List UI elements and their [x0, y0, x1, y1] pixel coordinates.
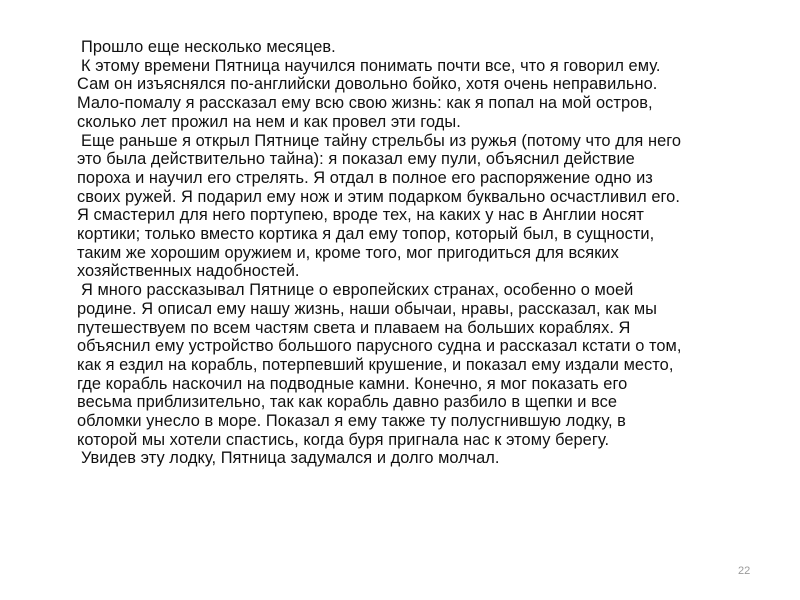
- paragraph: [62, 449, 762, 468]
- paragraph-line: Мало-помалу я рассказал ему всю свою жизнь: как я попал на мой остров,: [77, 94, 653, 113]
- paragraph-line: как я ездил на корабль, потерпевший крушение, и показал ему издали место,: [77, 355, 674, 374]
- paragraph-line: это была действительно тайна): я показал ему пули, объяснил действие: [77, 150, 635, 169]
- paragraph: [62, 132, 762, 282]
- paragraph-line: пороха и научил его стрелять. Я отдал в полное его распоряжение одно из: [77, 168, 653, 187]
- page-number: 22: [738, 565, 751, 577]
- paragraph-line: весьма приблизительно, так как корабль давно разбило в щепки и все: [77, 393, 618, 412]
- paragraph-line: Я смастерил для него портупею, вроде тех, на каких у нас в Англии носят: [77, 206, 644, 225]
- paragraph-line: хозяйственных надобностей.: [77, 262, 300, 281]
- paragraph-line: Сам он изъяснялся по-английски довольно бойко, хотя очень неправильно.: [77, 75, 658, 94]
- paragraph-first-line: Увидев эту лодку, Пятница задумался и долго молчал.: [81, 449, 500, 468]
- paragraph: [62, 57, 762, 132]
- paragraph-line: которой мы хотели спастись, когда буря пригнала нас к этому берегу.: [77, 430, 610, 449]
- paragraph: [62, 38, 762, 57]
- paragraph-line: таким же хорошим оружием и, кроме того, мог пригодиться для всяких: [77, 243, 619, 262]
- paragraph-line: родине. Я описал ему нашу жизнь, наши обычаи, нравы, рассказал, как мы: [77, 299, 657, 318]
- paragraph-line: объяснил ему устройство большого парусного судна и рассказал кстати о том,: [77, 337, 682, 356]
- paragraph-first-line: Я много рассказывал Пятнице о европейских странах, особенно о моей: [81, 281, 634, 300]
- paragraph-line: сколько лет прожил на нем и как провел эти годы.: [77, 112, 461, 131]
- paragraph-line: путешествуем по всем частям света и плаваем на больших кораблях. Я: [77, 318, 631, 337]
- paragraph-line: обломки унесло в море. Показал я ему также ту полусгнившую лодку, в: [77, 412, 626, 431]
- paragraph-line: своих ружей. Я подарил ему нож и этим подарком буквально осчастливил его.: [77, 187, 680, 206]
- text-body: [62, 38, 762, 468]
- paragraph-first-line: Еще раньше я открыл Пятнице тайну стрельбы из ружья (потому что для него: [81, 131, 682, 150]
- paragraph-line: кортики; только вместо кортика я дал ему топор, который был, в сущности,: [77, 225, 655, 244]
- paragraph-first-line: Прошло еще несколько месяцев.: [81, 38, 336, 56]
- paragraph-first-line: К этому времени Пятница научился понимать почти все, что я говорил ему.: [81, 56, 661, 75]
- paragraph: [62, 281, 762, 449]
- paragraph-line: где корабль наскочил на подводные камни. Конечно, я мог показать его: [77, 374, 628, 393]
